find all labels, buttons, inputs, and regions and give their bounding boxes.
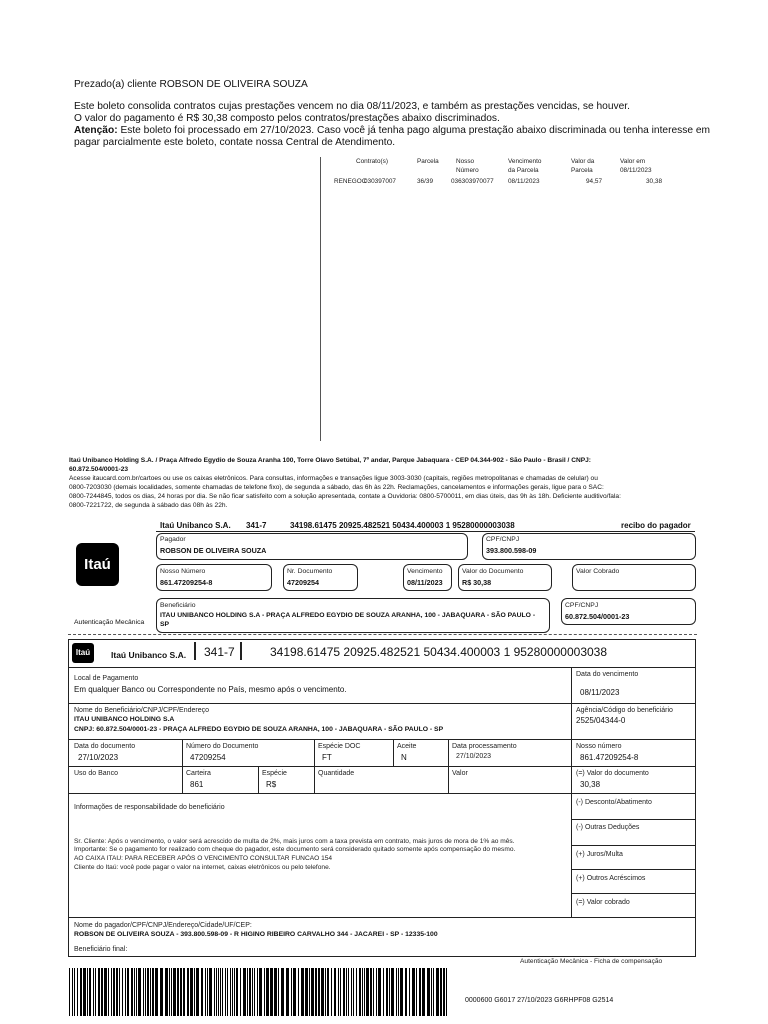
receipt-top-rule: [156, 531, 695, 532]
receipt-bank-name: Itaú Unibanco S.A.: [160, 521, 231, 530]
barcode-bar: [232, 968, 233, 1016]
slip-pagador-value: ROBSON DE OLIVEIRA SOUZA - 393.800.598-09 - R HIGINO RIBEIRO CARVALHO 344 - JACAREI - SP - 12335-100: [74, 931, 438, 938]
slip-benef-label: Nome do Beneficiário/CNPJ/CPF/Endereço: [74, 707, 210, 714]
slip-rule-4: [68, 766, 696, 767]
barcode-bar: [373, 968, 374, 1016]
slip-desconto-label: (-) Desconto/Abatimento: [576, 799, 652, 806]
barcode-bar: [291, 968, 292, 1016]
slip-valordoc-label: (=) Valor do documento: [576, 770, 649, 777]
slip-info-3: AO CAIXA ITAU: PARA RECEBER APÓS O VENCIMENTO CONSULTAR FUNCAO 154: [74, 855, 333, 862]
barcode-bar: [240, 968, 241, 1016]
row-nosso-numero: 036303970077: [451, 178, 494, 185]
slip-dv-value: 08/11/2023: [580, 688, 620, 697]
barcode-bar: [220, 968, 221, 1016]
receipt-valdoc-value: R$ 30,38: [462, 578, 492, 587]
barcode-bar: [138, 968, 141, 1016]
barcode-bar: [311, 968, 314, 1016]
slip-valordoc-value: 30,38: [580, 780, 601, 789]
slip-aceite-label: Aceite: [397, 743, 417, 750]
receipt-benef-label: Beneficiário: [160, 602, 196, 609]
barcode-bar: [346, 968, 347, 1016]
slip-auth-label: Autenticação Mecânica - Ficha de compensação: [520, 958, 663, 965]
barcode-bar: [155, 968, 158, 1016]
slip-rule-6: [68, 917, 696, 918]
slip-nosso-value: 861.47209254-8: [580, 753, 639, 762]
barcode-bar: [243, 968, 246, 1016]
slip-benef-value-1: ITAU UNIBANCO HOLDING S.A: [74, 716, 175, 723]
slip-dv-label: Data do vencimento: [576, 671, 639, 678]
barcode-bar: [252, 968, 253, 1016]
barcode-bar: [398, 968, 399, 1016]
slip-especie-label: Espécie: [262, 770, 287, 777]
barcode-bar: [147, 968, 149, 1016]
slip-especie-doc-value: FT: [322, 753, 332, 762]
receipt-nrdoc-value: 47209254: [287, 578, 319, 587]
barcode-bar: [305, 968, 308, 1016]
company-line-1: Itaú Unibanco Holding S.A. / Praça Alfredo Egydio de Souza Aranha 100, Torre Olavo Setúbal, 7º andar, Parque Jabaquara - CEP 04.344-902 - São Paulo - Brasil / CNPJ:: [69, 457, 591, 464]
slip-carteira-label: Carteira: [186, 770, 211, 777]
barcode-bar: [356, 968, 357, 1016]
slip-carteira-value: 861: [190, 780, 204, 789]
barcode-bar: [74, 968, 75, 1016]
row-valor-parcela: 94,57: [586, 178, 602, 185]
barcode-bar: [278, 968, 279, 1016]
slip-col-c: [393, 739, 394, 766]
barcode-bar: [77, 968, 78, 1016]
slip-agencia-value: 2525/04344-0: [576, 716, 626, 725]
slip-nosso-label: Nosso número: [576, 743, 622, 750]
barcode-bar: [416, 968, 417, 1016]
slip-info-2: Importante: Se o pagamento for realizado com cheque do pagador, este documento será considerado quitado somente após compensação do mesmo.: [74, 846, 516, 853]
receipt-logo-text: Itaú: [84, 556, 111, 573]
row-parcela: 36/39: [417, 178, 433, 185]
barcode-bar: [378, 968, 381, 1016]
barcode-bar: [108, 968, 109, 1016]
receipt-digitable-line: 34198.61475 20925.482521 50434.400003 1 95280000003038: [290, 521, 515, 530]
company-line-3: Acesse itaucard.com.br/cartoes ou use os caixas eletrônicos. Para consultas, informações e transações ligue 3003-3030 (capitais, regiões metropolitanas e chamadas de celular) ou: [69, 475, 598, 482]
slip-aceite-value: N: [401, 753, 407, 762]
company-line-6: 0800-7221722, de segunda à sábado das 08h às 22h.: [69, 502, 228, 509]
barcode-bar: [386, 968, 388, 1016]
barcode-bar: [187, 968, 189, 1016]
slip-outros-acr-label: (+) Outros Acréscimos: [576, 875, 646, 882]
barcode-bar: [214, 968, 215, 1016]
slip-right-column-line: [571, 667, 572, 917]
receipt-cpf-value: 393.800.598-09: [486, 546, 537, 555]
header-valparc-1: Valor da: [571, 158, 595, 165]
header-venc-1: Vencimento: [508, 158, 542, 165]
barcode-bar: [259, 968, 262, 1016]
barcode-bar: [409, 968, 410, 1016]
barcode-bar: [225, 968, 226, 1016]
receipt-benef-value-2: SP: [160, 621, 170, 628]
barcode-bar: [111, 968, 112, 1016]
attention-text: Este boleto foi processado em 27/10/2023. Caso você já tenha pago alguma prestação abaixo discriminada ou tenha interesse em: [120, 125, 710, 136]
receipt-venc-value: 08/11/2023: [407, 578, 443, 587]
receipt-title: recibo do pagador: [621, 521, 691, 530]
barcode-bar: [446, 968, 447, 1016]
header-contrato: Contrato(s): [356, 158, 388, 165]
slip-right-rule-3: [571, 869, 696, 870]
barcode-bar: [173, 968, 176, 1016]
slip-info-label: Informações de responsabilidade do beneficiário: [74, 804, 225, 811]
slip-right-rule-1: [571, 819, 696, 820]
barcode-bar: [359, 968, 361, 1016]
barcode-bar: [370, 968, 372, 1016]
slip-rule-5: [68, 793, 696, 794]
barcode-bar: [145, 968, 146, 1016]
slip-bank-divider-2: [240, 642, 242, 660]
barcode-bar: [343, 968, 345, 1016]
header-parcela: Parcela: [417, 158, 439, 165]
receipt-auth-label: Autenticação Mecânica: [74, 619, 145, 626]
barcode-bar: [391, 968, 394, 1016]
barcode-bar: [222, 968, 223, 1016]
barcode-bar: [440, 968, 442, 1016]
barcode-bar: [422, 968, 425, 1016]
barcode-bar: [180, 968, 182, 1016]
company-line-4: 0800-7203030 (demais localidades, somente chamadas de telefone fixo), de segunda a sábado, das 6h às 22h. Reclamações, cancelamentos e informações gerais, ligue para o SAC:: [69, 484, 604, 491]
slip-local-label: Local de Pagamento: [74, 675, 139, 682]
barcode-bar: [218, 968, 219, 1016]
greeting: Prezado(a) cliente ROBSON DE OLIVEIRA SOUZA: [74, 79, 308, 90]
barcode-bar: [321, 968, 324, 1016]
slip-right-rule-2: [571, 845, 696, 846]
barcode-bar: [331, 968, 332, 1016]
slip-rule-1: [68, 667, 696, 668]
barcode-bar: [95, 968, 96, 1016]
barcode-bar: [427, 968, 430, 1016]
slip-info-4: Cliente do Itaú: você pode pagar o valor na internet, caixas eletrônicos ou pelo telefone.: [74, 864, 331, 871]
barcode-bar: [298, 968, 299, 1016]
header-nosso-2: Número: [456, 167, 479, 174]
barcode-bar: [309, 968, 310, 1016]
barcode-bar: [338, 968, 339, 1016]
barcode-bar: [227, 968, 228, 1016]
row-tipo: RENEGOC: [334, 178, 367, 185]
barcode-bar: [80, 968, 82, 1016]
barcode-bar: [169, 968, 170, 1016]
slip-rule-2: [68, 703, 696, 704]
barcode-bar: [405, 968, 407, 1016]
barcode-bar: [327, 968, 329, 1016]
slip-especie-value: R$: [266, 780, 277, 789]
barcode-bar: [340, 968, 341, 1016]
barcode-bar: [230, 968, 231, 1016]
barcode-bar: [412, 968, 415, 1016]
barcode-bar: [143, 968, 144, 1016]
barcode-bar: [136, 968, 137, 1016]
slip-dataproc-value: 27/10/2023: [456, 753, 492, 760]
barcode-bar: [436, 968, 439, 1016]
barcode-bar: [264, 968, 265, 1016]
barcode-bar: [113, 968, 115, 1016]
company-line-2: 60.872.504/0001-23: [69, 466, 129, 473]
barcode-bar: [98, 968, 100, 1016]
barcode-bar: [150, 968, 151, 1016]
barcode-bar: [177, 968, 179, 1016]
slip-bank-divider-1: [194, 642, 196, 660]
intro-line-1: Este boleto consolida contratos cujas prestações vencem no dia 08/11/2023, e também as prestações vencidas, se houver.: [74, 101, 630, 112]
slip-usobanco-label: Uso do Banco: [74, 770, 118, 777]
header-valparc-2: Parcela: [571, 167, 593, 174]
slip-benef-final-label: Beneficiário final:: [74, 946, 128, 953]
barcode-bar: [249, 968, 251, 1016]
intro-line-2: O valor do pagamento é R$ 30,38 composto pelos contratos/prestações abaixo discriminados.: [74, 113, 500, 124]
receipt-venc-label: Vencimento: [407, 568, 443, 575]
receipt-valcob-label: Valor Cobrado: [576, 568, 620, 575]
barcode-bar: [93, 968, 94, 1016]
receipt-pagador-label: Pagador: [160, 536, 186, 543]
barcode-bar: [286, 968, 289, 1016]
barcode-bar: [122, 968, 123, 1016]
receipt-valdoc-label: Valor do Documento: [462, 568, 524, 575]
barcode-bar: [362, 968, 363, 1016]
barcode-bar: [266, 968, 269, 1016]
barcode-bar: [353, 968, 354, 1016]
barcode-bar: [89, 968, 91, 1016]
slip-footer-code: 0000600 G6017 27/10/2023 G6RHPF08 G2514: [465, 997, 614, 1004]
row-valor-em: 30,38: [646, 178, 662, 185]
barcode-bar: [119, 968, 120, 1016]
slip-local-value: Em qualquer Banco ou Correspondente no País, mesmo após o vencimento.: [74, 685, 347, 694]
intro-line-4: pagar parcialmente este boleto, contate nossa Central de Atendimento.: [74, 137, 396, 148]
barcode-bar: [216, 968, 217, 1016]
company-line-5: 0800-7244845, todos os dias, 24 horas por dia. Se não ficar satisfeito com a solução apresentada, contate a Ouvidoria: 0800-5700011, em dias úteis, das 9h às 18h. Deficiente auditivo/fala:: [69, 493, 621, 500]
slip-quantidade-label: Quantidade: [318, 770, 355, 777]
slip-juros-label: (+) Juros/Multa: [576, 851, 623, 858]
barcode-bar: [190, 968, 193, 1016]
barcode-bar: [236, 968, 238, 1016]
barcode-bar: [101, 968, 103, 1016]
attention-label: Atenção:: [74, 125, 118, 136]
barcode-bar: [125, 968, 126, 1016]
barcode-bar: [207, 968, 208, 1016]
slip-col-e: [258, 766, 259, 793]
barcode-bar: [389, 968, 390, 1016]
slip-digitable-line: 34198.61475 20925.482521 50434.400003 1 95280000003038: [270, 645, 608, 659]
barcode-bar: [116, 968, 118, 1016]
barcode-bar: [293, 968, 296, 1016]
barcode-bar: [254, 968, 255, 1016]
barcode-bar: [325, 968, 326, 1016]
barcode-bar: [205, 968, 206, 1016]
barcode-bar: [270, 968, 273, 1016]
slip-bank-code: 341-7: [204, 645, 235, 659]
slip-right-rule-4: [571, 893, 696, 894]
barcode-bar: [87, 968, 88, 1016]
slip-dataproc-label: Data processamento: [452, 743, 517, 750]
barcode-bar: [160, 968, 163, 1016]
barcode-bar: [364, 968, 365, 1016]
barcode-bar: [247, 968, 248, 1016]
barcode-bar: [257, 968, 258, 1016]
receipt-benef-cnpj-value: 60.872.504/0001-23: [565, 612, 630, 621]
barcode-bar: [171, 968, 172, 1016]
slip-bank-name: Itaú Unibanco S.A.: [111, 650, 187, 660]
barcode-bar: [104, 968, 107, 1016]
receipt-bank-code: 341-7: [246, 521, 267, 530]
receipt-nosso-value: 861.47209254-8: [160, 578, 213, 587]
header-valem-1: Valor em: [620, 158, 646, 165]
barcode-bar: [318, 968, 320, 1016]
slip-datadoc-label: Data do documento: [74, 743, 136, 750]
barcode-bar: [201, 968, 203, 1016]
slip-outras-ded-label: (-) Outras Deduções: [576, 824, 640, 831]
slip-datadoc-value: 27/10/2023: [78, 753, 119, 762]
attention-line: [74, 125, 710, 136]
row-vencimento: 08/11/2023: [508, 178, 540, 185]
barcode-bar: [443, 968, 445, 1016]
barcode-bar: [366, 968, 369, 1016]
slip-logo-text: Itaú: [75, 648, 91, 657]
slip-numdoc-value: 47209254: [190, 753, 226, 762]
barcode-bar: [196, 968, 199, 1016]
vertical-divider: [320, 157, 321, 441]
barcode-bar: [383, 968, 384, 1016]
barcode-bar: [274, 968, 277, 1016]
slip-especie-doc-label: Espécie DOC: [318, 743, 361, 750]
slip-agencia-label: Agência/Código do beneficiário: [576, 707, 673, 714]
header-valem-2: 08/11/2023: [620, 167, 652, 174]
barcode-bar: [315, 968, 317, 1016]
barcode-bar: [69, 968, 70, 1016]
barcode-bar: [134, 968, 135, 1016]
barcode-bar: [396, 968, 397, 1016]
barcode-bar: [419, 968, 421, 1016]
receipt-nrdoc-label: Nr. Documento: [287, 568, 333, 575]
barcode-bar: [301, 968, 304, 1016]
receipt-nosso-label: Nosso Número: [160, 568, 206, 575]
receipt-benef-value-1: ITAU UNIBANCO HOLDING S.A - PRAÇA ALFREDO EGYDIO DE SOUZA ARANHA, 100 - JABAQUARA - SÃO PAULO -: [160, 612, 536, 619]
slip-valcob-label: (=) Valor cobrado: [576, 899, 630, 906]
receipt-benef-cnpj-label: CPF/CNPJ: [565, 602, 599, 609]
barcode-bar: [348, 968, 349, 1016]
barcode-bar: [165, 968, 168, 1016]
barcode-bar: [433, 968, 434, 1016]
slip-benef-value-2: CNPJ: 60.872.504/0001-23 - PRAÇA ALFREDO EGYDIO DE SOUZA ARANHA, 100 - JABAQUARA - SÃO PAULO - SP: [74, 726, 444, 733]
slip-pagador-label: Nome do pagador/CPF/CNPJ/Endereço/Cidade/UF/CEP:: [74, 922, 252, 929]
slip-numdoc-label: Número do Documento: [186, 743, 259, 750]
slip-info-1: Sr. Cliente: Após o vencimento, o valor será acrescido de multa de 2%, mais juros com a taxa prevista em contrato, mais juros de mora de 1% ao mês.: [74, 838, 515, 845]
row-contrato: 030397007: [364, 178, 396, 185]
barcode-bar: [209, 968, 212, 1016]
cut-line: [68, 634, 697, 635]
barcode-bar: [281, 968, 284, 1016]
header-venc-2: da Parcela: [508, 167, 539, 174]
slip-rule-3: [68, 739, 696, 740]
barcode-bar: [127, 968, 129, 1016]
barcode-bar: [183, 968, 185, 1016]
slip-valor-label: Valor: [452, 770, 468, 777]
barcode-bar: [131, 968, 133, 1016]
barcode-bar: [400, 968, 403, 1016]
barcode: [69, 968, 449, 1016]
barcode-bar: [376, 968, 377, 1016]
barcode-bar: [83, 968, 86, 1016]
receipt-cpf-label: CPF/CNPJ: [486, 536, 520, 543]
receipt-pagador-value: ROBSON DE OLIVEIRA SOUZA: [160, 546, 267, 555]
barcode-bar: [234, 968, 235, 1016]
barcode-bar: [351, 968, 352, 1016]
barcode-bar: [194, 968, 195, 1016]
barcode-bar: [431, 968, 432, 1016]
barcode-bar: [72, 968, 73, 1016]
barcode-bar: [334, 968, 336, 1016]
header-nosso-1: Nosso: [456, 158, 475, 165]
barcode-bar: [152, 968, 154, 1016]
